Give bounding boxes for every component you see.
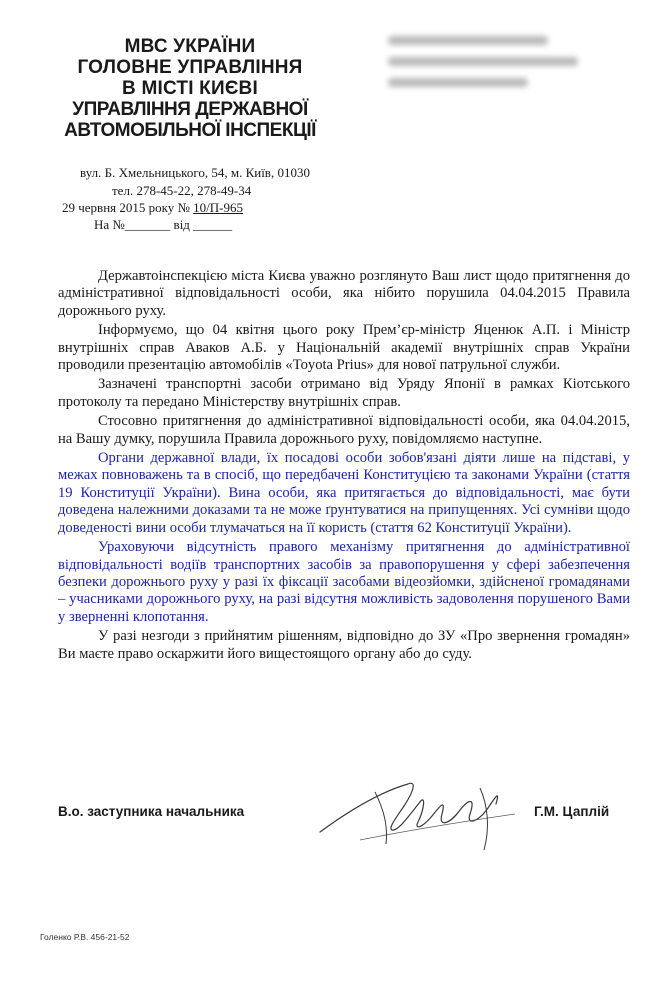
org-line-auto-inspection: АВТОМОБІЛЬНОЇ ІНСПЕКЦІЇ [64, 120, 316, 141]
org-address: вул. Б. Хмельницького, 54, м. Київ, 01030 [80, 165, 310, 180]
document-number: 10/П-965 [193, 200, 244, 215]
org-line-ministry: МВС УКРАЇНИ [124, 36, 256, 57]
paragraph-constitution: Органи державної влади, їх посадові особи зобов'язані діяти лише на підставі, у межах повноважень та в спосіб, що передбачені Конституцією та законами України (стаття 19 Конституції України). Вина особи, яка притягається до відповідальності, має бути доведена належними доказами та не може ґрунтуватися на припущеннях. Усі сумніви щодо доведеності вини особи тлумачаться на її користь (стаття 62 Конституції України). [58, 450, 630, 536]
reference-line: На №_______ від ______ [94, 217, 233, 232]
paragraph-vehicles: Зазначені транспортні засоби отримано від Уряду Японії в рамках Кіотського протоколу та передано Міністерству внутрішніх справ. [58, 376, 630, 410]
date-rest: червня 2015 року № [75, 200, 190, 215]
organization-header [40, 36, 340, 141]
org-line-city: В МІСТІ КИЄВІ [122, 78, 258, 99]
letter-body [58, 268, 630, 665]
paragraph-mechanism: Ураховуючи відсутність правого механізму притягнення до адміністративної відповідальності водіїв транспортних засобів за правопорушення у сфері забезпечення безпеки дорожнього руху у разі їх фіксації засобами відеозйомки, здійсненої громадянами – учасниками дорожнього руху, на разі відсутня можливість задоволення порушеного Вами у зверненні клопотання. [58, 539, 630, 625]
paragraph-presentation: Інформуємо, що 04 квітня цього року Прем’єр-міністр Яценюк А.П. і Міністр внутрішніх справ Аваков А.Б. у Національній академії внутрішніх справ України проводили презентацію автомобілів «Toyota Prius» для нової патрульної служби. [58, 322, 630, 374]
paragraph-appeal: У разі незгоди з прийнятим рішенням, відповідно до ЗУ «Про звернення громадян» Ви маєте право оскаржити його вищестоящого органу або до суду. [58, 628, 630, 662]
paragraph-regarding: Стосовно притягнення до адміністративної відповідальності особи, яка 04.04.2015, на Вашу думку, порушила Правила дорожнього руху, повідомляємо наступне. [58, 413, 630, 447]
signatory-name: Г.М. Цаплій [534, 804, 610, 819]
org-line-state-directorate: УПРАВЛІННЯ ДЕРЖАВНОЇ [72, 99, 308, 120]
blurred-recipient-address [388, 36, 588, 106]
date-day: 9 [68, 200, 75, 215]
signatory-position: В.о. заступника начальника [58, 804, 245, 819]
handwritten-signature-icon [300, 770, 530, 860]
org-line-main-directorate: ГОЛОВНЕ УПРАВЛІННЯ [77, 57, 303, 78]
paragraph-review: Державтоінспекцією міста Києва уважно розглянуто Ваш лист щодо притягнення до адміністративної відповідальності особи, яка нібито порушила 04.04.2015 Правила дорожнього руху. [58, 268, 630, 319]
document-date-line [62, 200, 243, 216]
date-prefix: 2 [62, 200, 69, 215]
org-phone: тел. 278-45-22, 278-49-34 [112, 183, 252, 198]
executor-note: Голенко Р.В. 456-21-52 [40, 932, 130, 942]
